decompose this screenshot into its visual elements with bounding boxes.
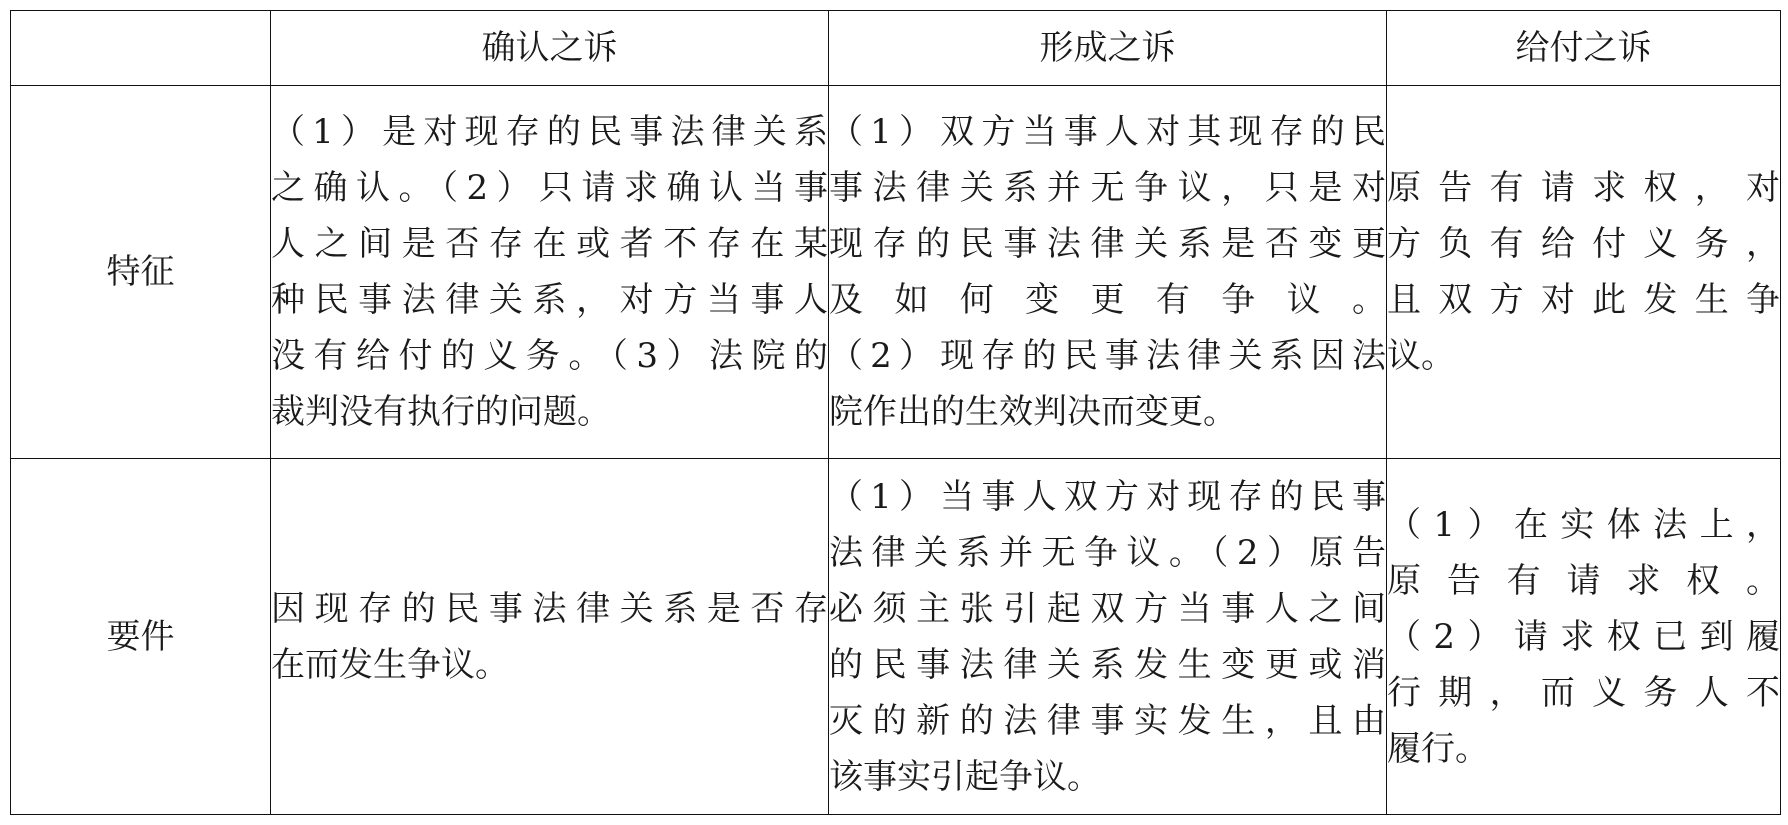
cell-requirements-performance [1387,459,1781,815]
comparison-table-container [10,10,1780,815]
cell-text-line: （1）双方当事人对其现存的民 [829,112,1386,152]
cell-text-line: 人之间是否存在或者不存在某 [271,224,828,264]
cell-text-line: 履行。 [1387,728,1489,769]
cell-requirements-confirmation [271,459,829,815]
cell-text-line: （1）是对现存的民事法律关系 [271,112,828,152]
cell-text-line: 没有给付的义务。（3）法院的 [271,336,828,376]
cell-text-line: 原告有请求权。 [1387,560,1780,601]
cell-text-line: 裁判没有执行的问题。 [271,392,611,432]
cell-text-line: 方负有给付义务， [1387,224,1780,264]
cell-text-line: 的民事法律关系发生变更或消 [829,644,1386,685]
cell-text-line: （2）现存的民事法律关系因法 [829,336,1386,376]
header-row [11,11,1781,86]
cell-text-line: 议。 [1387,336,1455,376]
cell-text-line: 事法律关系并无争议，只是对 [829,168,1386,208]
cell-text-line: （1）当事人双方对现存的民事 [829,476,1386,517]
cell-text-line: 必须主张引起双方当事人之间 [829,588,1386,629]
row-label-features: 特征 [11,86,271,459]
header-formation-suit: 形成之诉 [829,11,1387,86]
header-confirmation-suit: 确认之诉 [271,11,829,86]
header-corner [11,11,271,86]
cell-features-formation [829,86,1387,459]
cell-text-line: （2）请求权已到履 [1387,616,1780,657]
cell-text-line: 法律关系并无争议。（2）原告 [829,532,1386,573]
cell-features-performance [1387,86,1781,459]
cell-text-line: 院作出的生效判决而变更。 [829,392,1237,432]
cell-text-line: 且双方对此发生争 [1387,280,1780,320]
cell-text-line: 及如何变更有争议。 [829,280,1386,320]
cell-text-line: 现存的民事法律关系是否变更 [829,224,1386,264]
cell-text-line: （1）在实体法上， [1387,504,1780,545]
cell-requirements-formation [829,459,1387,815]
comparison-table [10,10,1781,815]
cell-text-line: 因现存的民事法律关系是否存 [271,588,828,629]
cell-text-line: 行期，而义务人不 [1387,672,1780,713]
row-label-requirements: 要件 [11,459,271,815]
cell-text-line: 种民事法律关系，对方当事人 [271,280,828,320]
cell-text-line: 在而发生争议。 [271,644,509,685]
cell-text-line: 之确认。（2）只请求确认当事 [271,168,828,208]
cell-text-line: 灭的新的法律事实发生，且由 [829,700,1386,741]
cell-text-line: 该事实引起争议。 [829,756,1101,797]
table-row-features [11,86,1781,459]
header-performance-suit: 给付之诉 [1387,11,1781,86]
cell-text-line: 原告有请求权，对 [1387,168,1780,208]
table-row-requirements [11,459,1781,815]
cell-features-confirmation [271,86,829,459]
